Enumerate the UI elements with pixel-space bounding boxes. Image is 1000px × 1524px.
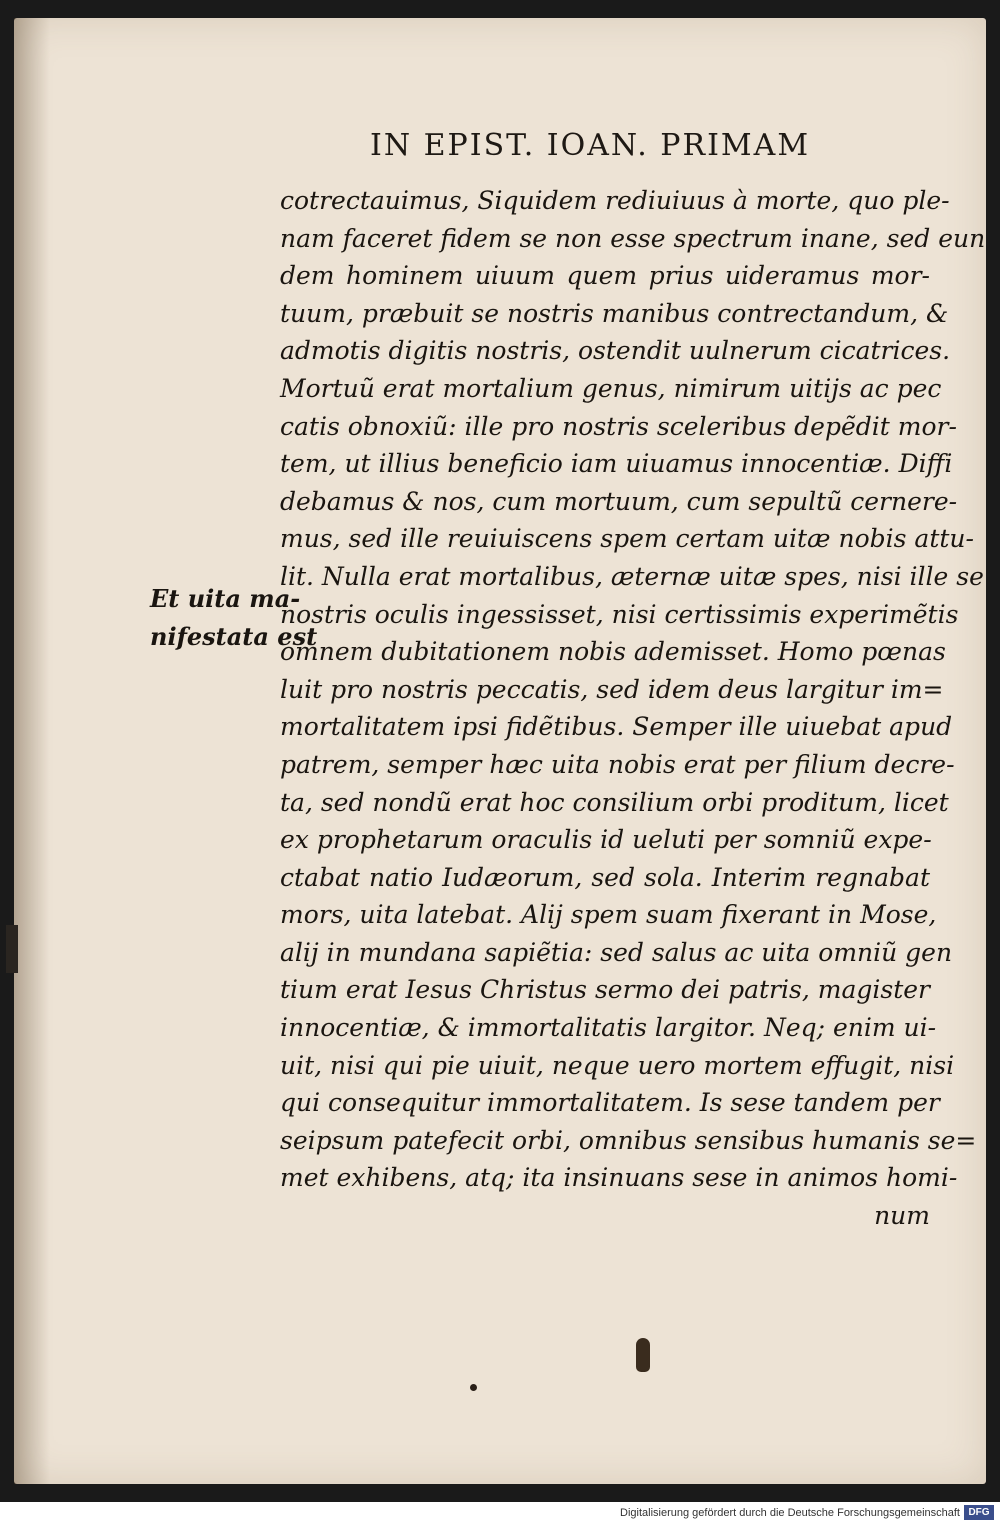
text-line: omnem dubitationem nobis ademisset. Homo pœnas xyxy=(280,637,946,667)
text-line: debamus & nos, cum mortuum, cum sepultũ cernere- xyxy=(280,486,958,516)
text-line: ctabat natio Iudæorum, sed sola. Interim regnabat xyxy=(280,862,930,892)
binding-mark xyxy=(6,925,18,973)
text-line: seipsum patefecit orbi, omnibus sensibus humanis se= xyxy=(280,1125,977,1155)
body-text xyxy=(280,182,986,1235)
running-head: IN EPIST. IOAN. PRIMAM xyxy=(370,128,811,163)
dfg-logo-icon: DFG xyxy=(964,1505,994,1520)
text-line: mors, uita latebat. Alij spem suam fixerant in Mose, xyxy=(280,900,937,930)
catchword: num xyxy=(874,1201,930,1231)
text-line: met exhibens, atq; ita insinuans sese in animos homi- xyxy=(280,1163,958,1193)
text-line: tium erat Iesus Christus sermo dei patris, magister xyxy=(280,975,930,1005)
text-line: lit. Nulla erat mortalibus, æternæ uitæ spes, nisi ille se xyxy=(280,561,984,591)
margin-note-line: Et uita ma- xyxy=(150,584,301,613)
text-line: ex prophetarum oraculis id ueluti per somniũ expe- xyxy=(280,825,932,855)
margin-note-line: nifestata est xyxy=(150,622,318,651)
text-line: qui consequitur immortalitatem. Is sese tandem per xyxy=(280,1088,940,1118)
text-line: catis obnoxiũ: ille pro nostris sceleribus depẽdit mor- xyxy=(280,411,957,441)
text-line: innocentiæ, & immortalitatis largitor. Neq; enim ui- xyxy=(280,1013,937,1043)
text-line: ta, sed nondũ erat hoc consilium orbi proditum, licet xyxy=(280,787,949,817)
footer-credit: Digitalisierung gefördert durch die Deutsche Forschungsgemeinschaft xyxy=(620,1507,960,1519)
text-line: mus, sed ille reuiuiscens spem certam uitæ nobis attu- xyxy=(280,524,974,554)
ink-dot xyxy=(470,1384,477,1391)
text-line: tem, ut illius beneficio iam uiuamus innocentiæ. Diffi xyxy=(280,449,953,479)
page-gutter-shadow xyxy=(14,18,50,1484)
text-line: nam faceret fidem se non esse spectrum inane, sed eun xyxy=(280,223,986,253)
text-line: tuum, præbuit se nostris manibus contrectandum, & xyxy=(280,298,949,328)
text-line: cotrectauimus, Siquidem rediuiuus à morte, quo ple- xyxy=(280,186,950,215)
text-line: nostris oculis ingessisset, nisi certissimis experimẽtis xyxy=(280,599,959,629)
ink-blot xyxy=(636,1338,650,1372)
text-line: luit pro nostris peccatis, sed idem deus largitur im= xyxy=(280,674,944,704)
text-line: alij in mundana sapiẽtia: sed salus ac uita omniũ gen xyxy=(280,937,953,967)
text-line: mortalitatem ipsi fidẽtibus. Semper ille uiuebat apud xyxy=(280,712,953,742)
margin-note xyxy=(150,580,318,656)
text-line: uit, nisi qui pie uiuit, neque uero mortem effugit, nisi xyxy=(280,1050,955,1080)
text-line: Mortuũ erat mortalium genus, nimirum uitijs ac pec xyxy=(280,373,942,403)
text-line: patrem, semper hæc uita nobis erat per filium decre- xyxy=(280,749,955,779)
text-line: admotis digitis nostris, ostendit uulnerum cicatrices. xyxy=(280,336,951,366)
text-line: dem hominem uiuum quem prius uideramus mor- xyxy=(280,261,930,291)
